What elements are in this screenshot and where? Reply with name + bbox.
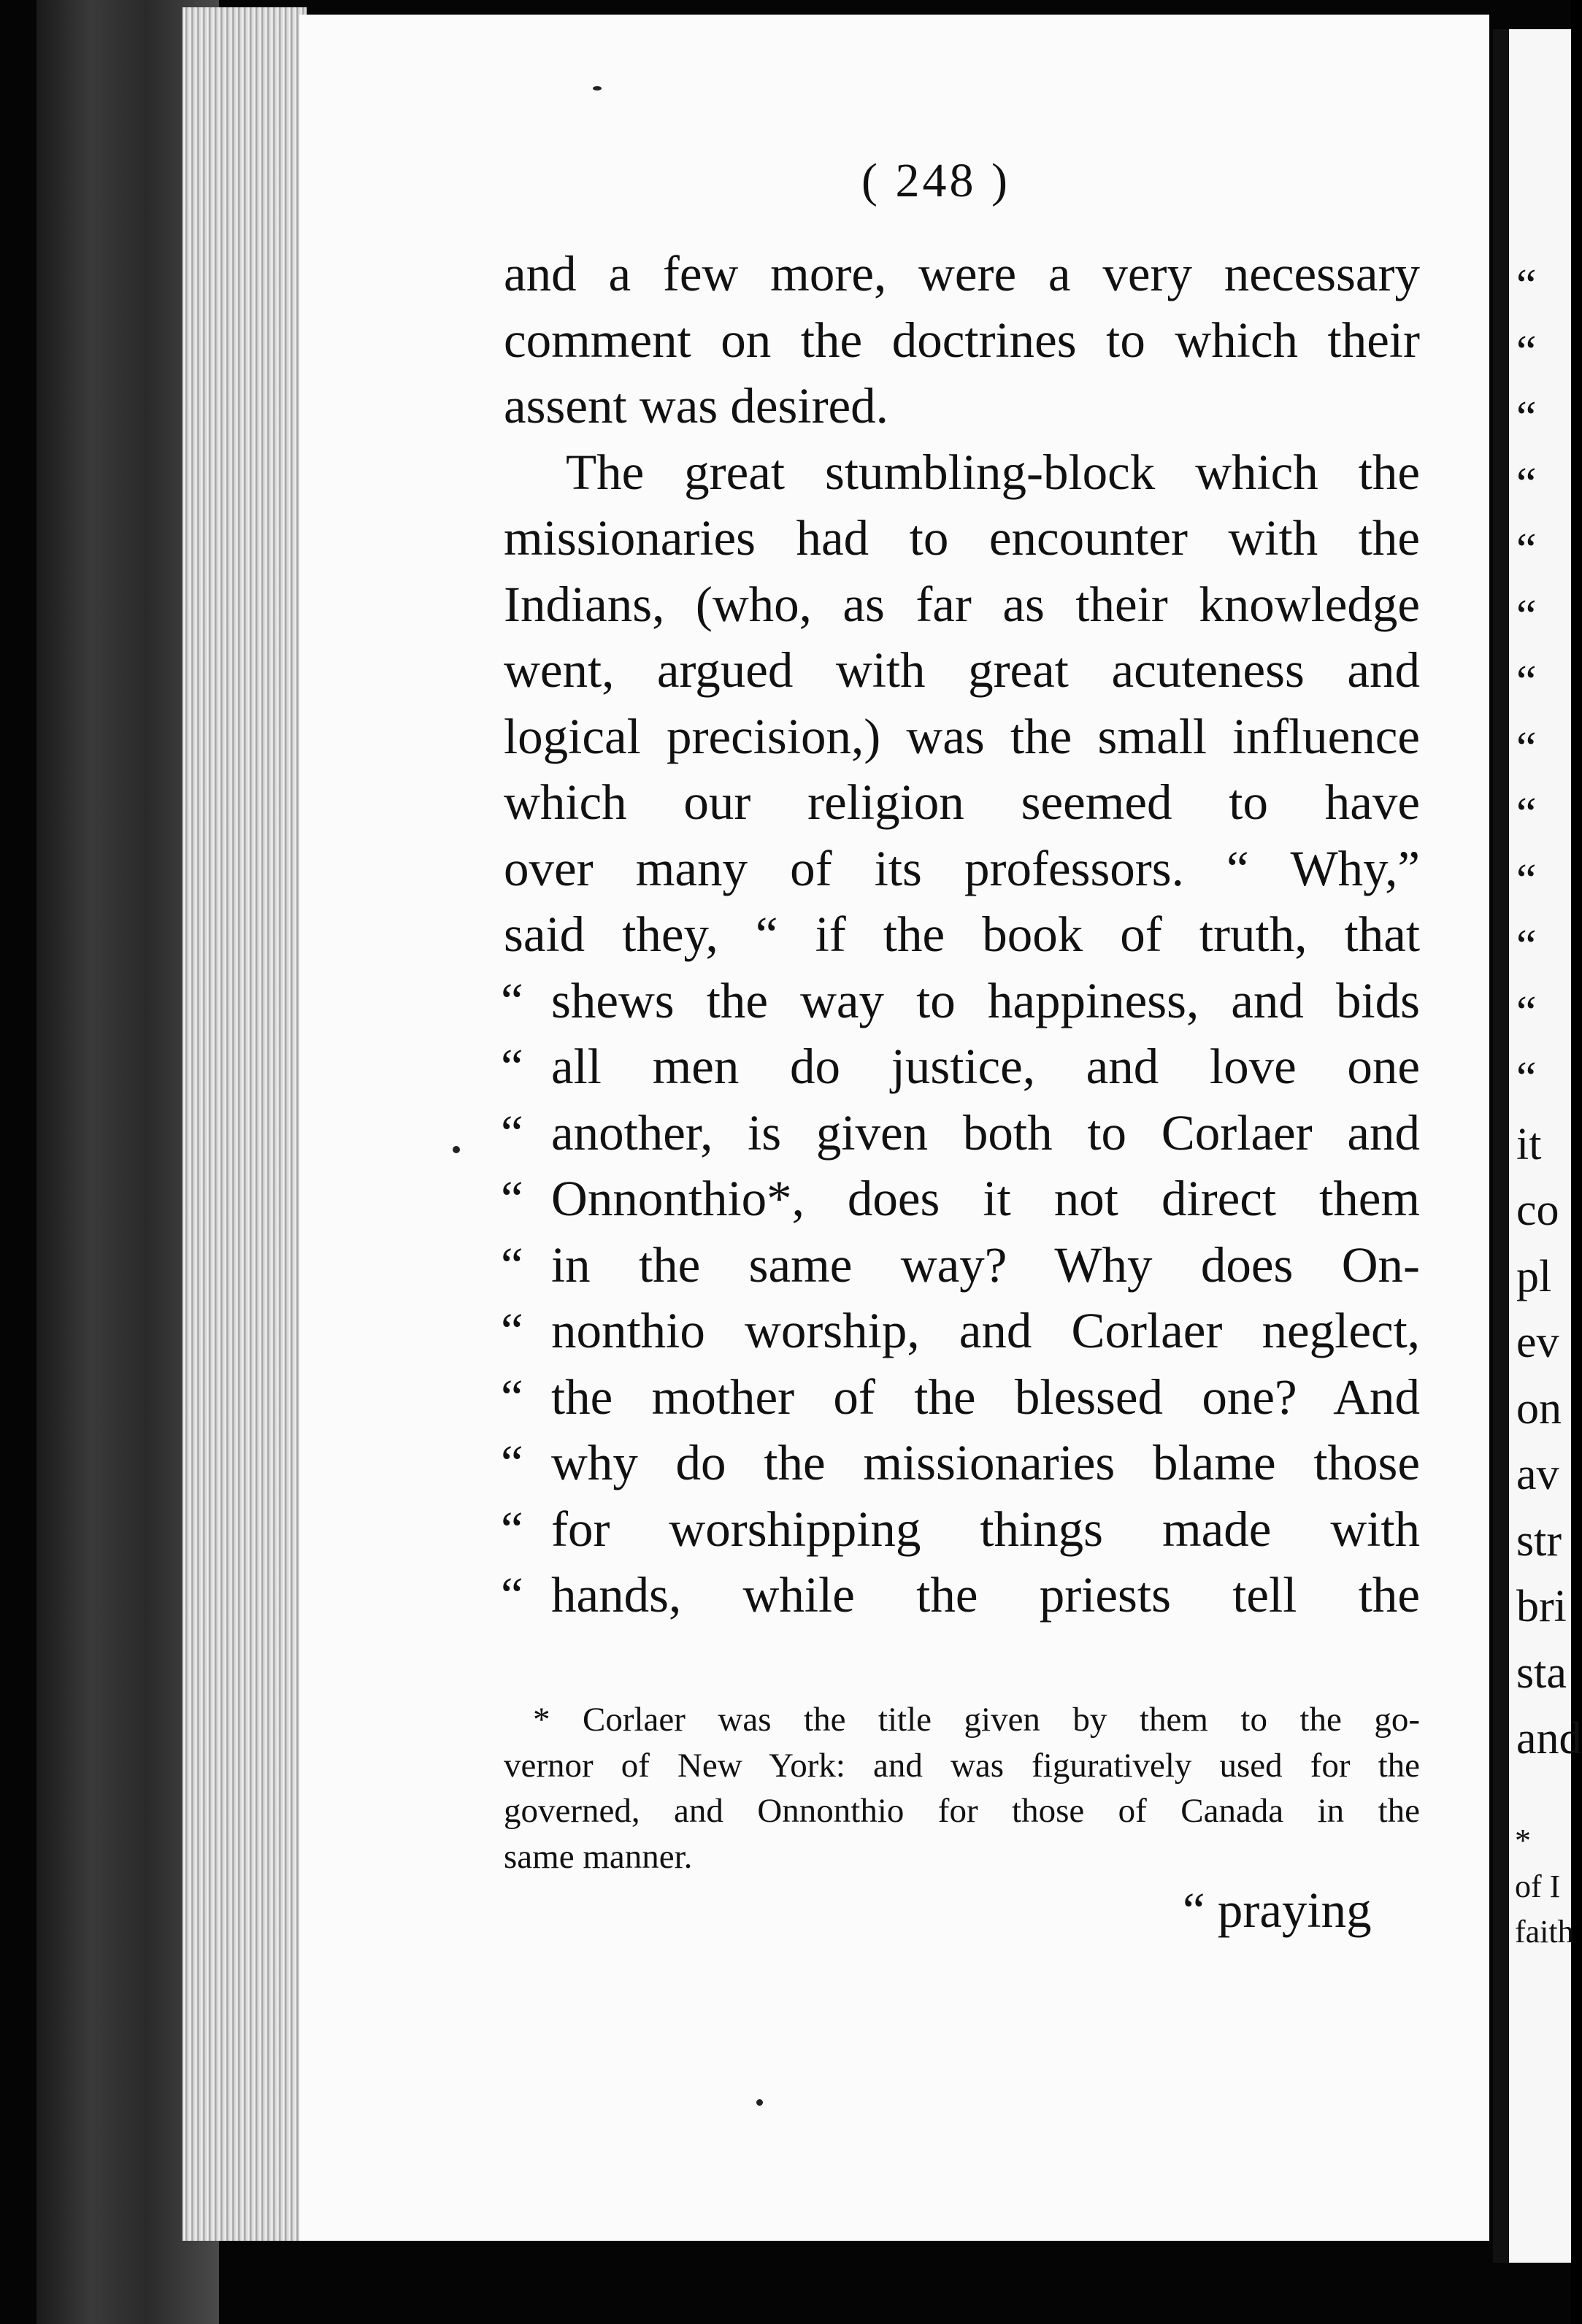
line-text: assent was desired. [504,378,888,434]
text-line [504,704,1420,770]
facing-page-line-fragment: “ [1516,525,1537,574]
text-line [501,968,1420,1034]
body-text [501,241,1420,1628]
facing-page-line-fragment: “ [1516,987,1537,1037]
quote-mark: “ [501,1435,523,1490]
facing-page-line-fragment: “ [1516,261,1537,310]
line-text: nonthio worship, and Corlaer neglect, [551,1303,1420,1358]
text-line [504,373,1420,439]
text-line [501,1034,1420,1100]
text-line [504,836,1420,902]
page-edges [183,7,307,2241]
footnote-line: * Corlaer was the title given by them to the go- [533,1701,1420,1739]
facing-page-line-fragment: str [1516,1515,1562,1566]
facing-page-line-fragment: “ [1516,1053,1537,1103]
facing-page-line-fragment: ev [1516,1317,1559,1367]
line-text: The great stumbling-block which the [566,444,1420,500]
text-line [501,1364,1420,1431]
print-speck [756,2099,763,2106]
facing-page-line-fragment: bri [1516,1582,1567,1631]
text-line [504,769,1420,836]
line-text: said they, “ if the book of truth, that [504,907,1420,962]
line-text: in the same way? Why does On- [551,1236,1420,1293]
line-text: another, is given both to Corlaer and [551,1104,1420,1161]
facing-page-line-fragment: “ [1516,789,1537,839]
line-text: why do the missionaries blame those [551,1435,1420,1490]
line-text: all men do justice, and love one [551,1039,1420,1094]
text-line [501,1232,1420,1298]
text-line [504,901,1420,968]
quote-mark: “ [501,1236,523,1293]
facing-page-line-fragment: “ [1516,393,1537,442]
text-line [504,439,1420,506]
facing-page-fragment [1493,29,1582,2263]
text-line [501,1100,1420,1166]
print-speck [593,86,602,91]
text-line [501,1562,1420,1628]
facing-page-line-fragment: av [1516,1450,1559,1499]
facing-page-line-fragment: sta [1516,1647,1567,1698]
page-number: ( 248 ) [861,154,1010,207]
facing-page-line-fragment: on [1516,1383,1562,1434]
print-speck [453,1146,460,1153]
text-line [504,241,1420,307]
quote-mark: “ [501,972,523,1028]
line-text: and a few more, were a very necessary [504,246,1420,301]
line-text: the mother of the blessed one? And [551,1369,1420,1425]
footnote-line: same manner. [504,1837,693,1876]
quote-mark: “ [501,1039,523,1094]
facing-page-footnote-fragment: faith [1515,1914,1574,1950]
facing-page-line-fragment: it [1516,1119,1542,1169]
text-line [501,1298,1420,1364]
line-text: went, argued with great acuteness and [504,642,1420,698]
text-line [504,572,1420,638]
footnote-line: governed, and Onnonthio for those of Canada in the [504,1792,1420,1830]
footnote-line: vernor of New York: and was figuratively used for the [504,1746,1420,1785]
text-line [501,1166,1420,1232]
line-text: for worshipping things made with [551,1501,1420,1557]
text-line [504,505,1420,572]
line-text: logical precision,) was the small influence [504,708,1420,764]
quote-mark: “ [501,1567,523,1623]
facing-page-line-fragment: “ [1516,326,1537,377]
line-text: Onnonthio*, does it not direct them [551,1171,1420,1226]
line-text: which our religion seemed to have [504,774,1420,830]
quote-mark: “ [501,1104,523,1161]
facing-page-footnote-fragment: * [1515,1823,1531,1858]
line-text: Indians, (who, as far as their knowledge [504,576,1420,632]
facing-page-line-fragment: co [1516,1185,1559,1235]
facing-page-line-fragment: “ [1516,855,1537,905]
footnote [504,1697,1420,1879]
facing-page-gutter [1493,29,1509,2263]
quote-mark: “ [501,1501,523,1557]
quote-mark: “ [501,1303,523,1358]
text-line [501,1430,1420,1496]
line-text: shews the way to happiness, and bids [551,972,1420,1028]
facing-page-line-fragment: “ [1516,723,1537,773]
facing-page-line-fragment: “ [1516,921,1537,971]
line-text: over many of its professors. “ Why,” [504,840,1420,896]
facing-page-line-fragment: and [1516,1714,1582,1763]
text-line [501,1496,1420,1563]
quote-mark: “ [501,1171,523,1226]
facing-page-line-fragment: “ [1516,657,1537,707]
line-text: missionaries had to encounter with the [504,510,1420,566]
line-text: comment on the doctrines to which their [504,312,1420,368]
facing-page-line-fragment: “ [1516,458,1537,509]
facing-page-line-fragment: “ [1516,590,1537,641]
quote-mark: “ [501,1369,523,1425]
text-line [504,307,1420,374]
line-text: hands, while the priests tell the [551,1567,1420,1623]
facing-page-footnote-fragment: of I [1515,1868,1561,1904]
facing-page-line-fragment: pl [1516,1251,1552,1301]
text-line [504,637,1420,704]
catchword: “ praying [1183,1882,1372,1938]
